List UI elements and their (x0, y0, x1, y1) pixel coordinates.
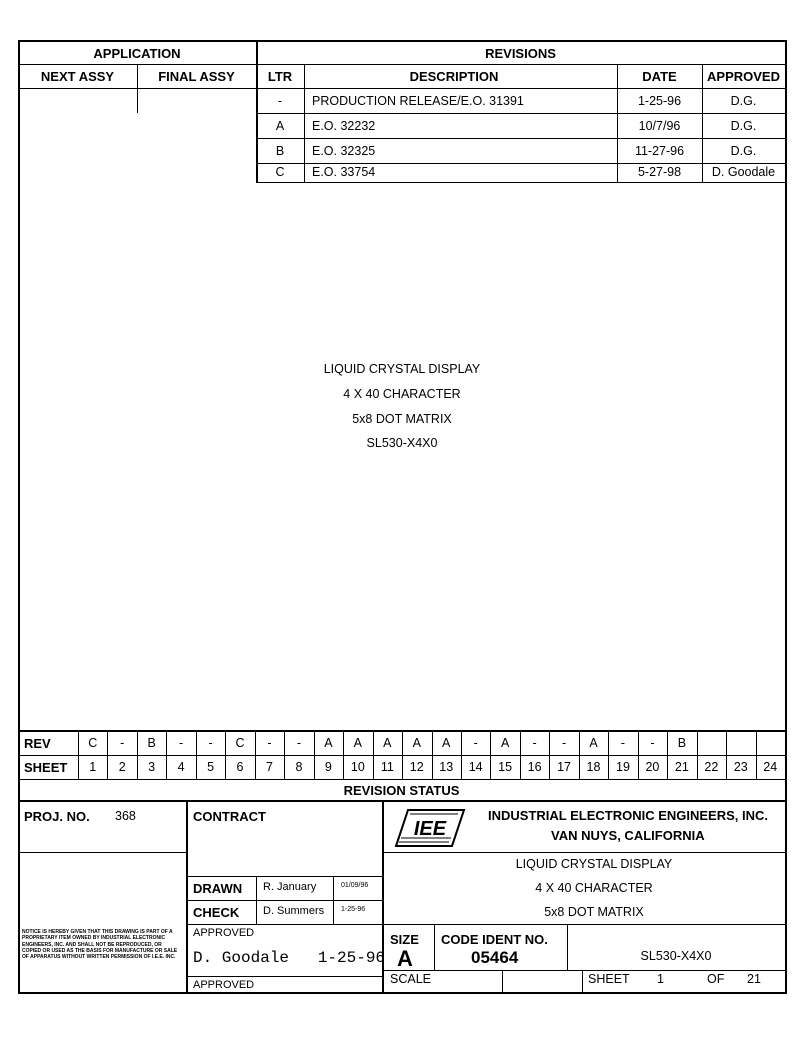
date-header: DATE (642, 69, 677, 84)
rev-row-line (256, 113, 785, 114)
rev-status-sheet-bottom (18, 779, 785, 780)
rev-status-cell: - (179, 736, 184, 750)
sheet-number-cell: 7 (266, 760, 273, 774)
rev-description: E.O. 32232 (312, 119, 376, 133)
tb-size-divider (434, 924, 435, 970)
rev-ltr: B (275, 144, 285, 158)
rev-status-cell: - (620, 736, 626, 750)
proj-no-label: PROJ. NO. (24, 809, 90, 824)
sheet-number-cell: 11 (380, 760, 394, 774)
center-title-line: SL530-X4X0 (366, 436, 438, 450)
company-name: INDUSTRIAL ELECTRONIC ENGINEERS, INC. (488, 808, 769, 823)
sheet-label: SHEET (588, 972, 630, 986)
final-assy-label: FINAL ASSY (158, 69, 235, 84)
sheet-number-cell: 4 (177, 760, 185, 774)
rev-status-cell: B (147, 736, 156, 750)
rev-status-cell: B (677, 736, 687, 750)
check-label: CHECK (193, 905, 240, 920)
sheet-number-cell: 16 (527, 760, 542, 774)
rev-status-cell: - (267, 736, 272, 750)
tb-right-divider (382, 852, 785, 853)
sheet-number-cell: 24 (763, 760, 778, 774)
rev-status-cell: A (589, 736, 598, 750)
drawn-label: DRAWN (193, 881, 243, 896)
of-label: OF (707, 972, 725, 986)
rev-status-cell: C (88, 736, 98, 750)
proprietary-notice: NOTICE IS HEREBY GIVEN THAT THIS DRAWING IS PART OF A PROPRIETARY ITEM OWNED BY INDUSTRIAL ELECTRONIC ENGINEERS, INC. AND SHALL NOT BE REPRODUCED, OR COPIED OR USED AS THE BASIS FOR MANUFACTURE OR SALE OF APPARATUS WITHOUT WRITTEN PERMISSION OF I.E.E. INC. (22, 929, 178, 960)
rev-status-bottom (18, 800, 785, 802)
revisions-title: REVISIONS (485, 46, 556, 61)
approved-label: APPROVED (193, 979, 255, 991)
tb-mid-divider (186, 900, 382, 901)
proj-no-value: 368 (115, 809, 136, 823)
description-header: DESCRIPTION (409, 69, 499, 84)
size-label: SIZE (390, 932, 419, 947)
approved-signature: D. Goodale 1-25-96 (193, 949, 386, 967)
sheet-number-cell: 8 (295, 760, 303, 774)
tb-scale-top (382, 970, 785, 971)
check-name: D. Summers (263, 905, 325, 917)
drawn-name: R. January (263, 881, 317, 893)
application-revisions-divider (256, 40, 258, 183)
tb-date-divider (333, 876, 334, 924)
rev-approved: D.G. (730, 94, 757, 108)
tb-title-line: 4 X 40 CHARACTER (535, 881, 653, 895)
drawn-date: 01/09/96 (341, 882, 369, 889)
code-ident-value: 05464 (471, 948, 519, 967)
sheet-row-label: SHEET (24, 760, 68, 775)
tb-right-divider (382, 924, 785, 925)
svg-text:IEE: IEE (413, 818, 447, 840)
sheet-number-cell: 5 (207, 760, 215, 774)
rev-description: PRODUCTION RELEASE/E.O. 31391 (312, 94, 524, 108)
code-ident-label: CODE IDENT NO. (441, 932, 548, 947)
sheet-value: 1 (657, 972, 664, 986)
rev-status-cell: A (500, 736, 510, 750)
sheet-number-cell: 2 (118, 760, 126, 774)
ltr-header: LTR (267, 69, 293, 84)
frame-bottom (18, 992, 787, 994)
rev-status-cell: - (296, 736, 302, 750)
rev-row-line (256, 138, 785, 139)
drawing-number: SL530-X4X0 (640, 949, 712, 963)
sheet-number-cell: 3 (148, 760, 156, 774)
sheet-number-cell: 22 (704, 760, 719, 774)
center-title-line: LIQUID CRYSTAL DISPLAY (323, 362, 481, 376)
tb-mid-divider (186, 924, 382, 925)
sheet-number-cell: 9 (324, 760, 332, 774)
contract-label: CONTRACT (193, 809, 266, 824)
rev-date: 11-27-96 (634, 144, 685, 158)
application-header-bottom (18, 88, 256, 89)
rev-ltr: - (277, 94, 283, 108)
revisions-header-bottom (256, 88, 785, 89)
tb-sheet-divider (582, 970, 583, 992)
tb-mid-divider (186, 976, 382, 977)
iee-logo (394, 808, 466, 848)
next-assy-label: NEXT ASSY (40, 69, 115, 84)
rev-approved: D.G. (730, 119, 757, 133)
tb-col-divider-1 (186, 800, 188, 992)
rev-status-cell: C (235, 736, 245, 750)
sheet-number-cell: 15 (498, 760, 513, 774)
size-value: A (397, 946, 413, 971)
revision-status-title: REVISION STATUS (343, 783, 460, 798)
center-title-line: 5x8 DOT MATRIX (352, 412, 452, 426)
sheet-number-cell: 17 (557, 760, 571, 774)
center-title-line: 4 X 40 CHARACTER (343, 387, 461, 401)
rev-status-cell: - (473, 736, 478, 750)
rev-ltr: A (275, 119, 285, 133)
company-location: VAN NUYS, CALIFORNIA (551, 828, 705, 843)
rev-status-cell: A (353, 736, 363, 750)
rev-status-cell: A (412, 736, 421, 750)
rev-status-cell: - (561, 736, 567, 750)
sheet-number-cell: 18 (586, 760, 601, 774)
revisions-title-divider (256, 64, 785, 65)
frame-left (18, 40, 20, 993)
frame-right (785, 40, 787, 993)
sheet-number-cell: 14 (468, 760, 483, 774)
rev-row-line (256, 182, 785, 183)
rev-date: 10/7/96 (638, 119, 681, 133)
rev-approved: D. Goodale (711, 165, 776, 179)
rev-approved: D.G. (730, 144, 757, 158)
tb-code-divider (567, 924, 568, 970)
tb-title-line: 5x8 DOT MATRIX (544, 905, 644, 919)
sheet-number-cell: 1 (89, 760, 97, 774)
sheet-number-cell: 23 (733, 760, 748, 774)
rev-col-line (304, 64, 305, 182)
check-date: 1-25-96 (341, 906, 366, 913)
scale-label: SCALE (390, 972, 431, 986)
tb-mid-divider (186, 876, 382, 877)
sheet-number-cell: 19 (616, 760, 630, 774)
rev-status-cell: A (442, 736, 451, 750)
rev-status-cell: - (650, 736, 655, 750)
rev-description: E.O. 33754 (312, 165, 376, 179)
rev-date: 5-27-98 (637, 165, 682, 179)
rev-status-cell: - (532, 736, 537, 750)
rev-status-cell: A (383, 736, 392, 750)
rev-status-cell: - (120, 736, 125, 750)
sheet-number-cell: 20 (645, 760, 660, 774)
approved-header: APPROVED (707, 69, 780, 84)
approved-label: APPROVED (193, 927, 255, 939)
sheet-number-cell: 10 (350, 760, 365, 774)
of-value: 21 (747, 972, 761, 986)
sheet-number-cell: 13 (439, 760, 454, 774)
sheet-number-cell: 6 (236, 760, 244, 774)
rev-description: E.O. 32325 (312, 144, 376, 158)
rev-status-cell: - (208, 736, 213, 750)
rev-status-cell: A (324, 736, 333, 750)
sheet-number-cell: 21 (674, 760, 689, 774)
rev-date: 1-25-96 (637, 94, 682, 108)
rev-ltr: C (275, 165, 285, 179)
sheet-number-cell: 12 (409, 760, 424, 774)
tb-drawn-divider (256, 876, 257, 924)
rev-row-line (256, 163, 785, 164)
frame-top (18, 40, 785, 42)
tb-left-divider (18, 852, 186, 853)
tb-title-line: LIQUID CRYSTAL DISPLAY (515, 857, 673, 871)
tb-scale-divider (502, 970, 503, 992)
rev-row-label: REV (24, 736, 51, 751)
application-title: APPLICATION (93, 46, 181, 61)
